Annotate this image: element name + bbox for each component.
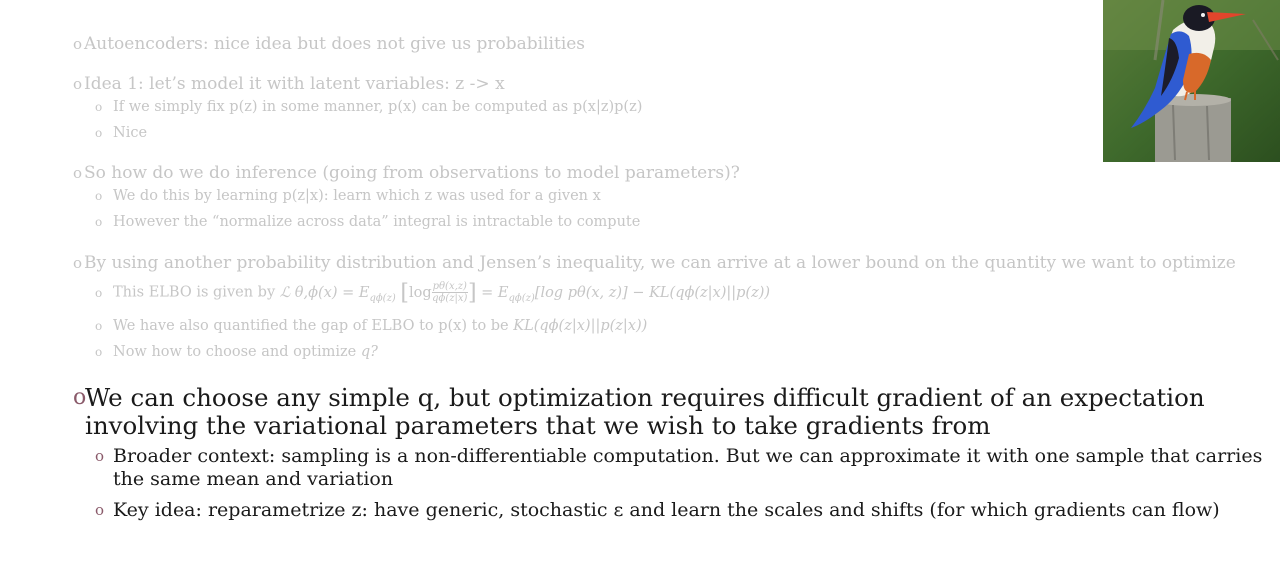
- sub-bullet-nice: [95, 125, 147, 141]
- elbo-denominator: qϕ(z|x): [432, 293, 468, 304]
- sub-bullet-marker: o: [95, 126, 103, 140]
- sub-bullet-marker: o: [95, 189, 103, 203]
- gap-formula: KL(qϕ(z|x)||p(z|x)): [513, 318, 648, 334]
- bullet-marker: o: [73, 35, 83, 53]
- bullet-text: Idea 1: let’s model it with latent variables: z -> x: [84, 74, 505, 94]
- bullet-marker: o: [73, 385, 87, 410]
- sub-bullet-choose-q: [95, 344, 378, 360]
- kingfisher-photo: [1103, 0, 1280, 162]
- sub-bullet-text: If we simply fix p(z) in some manner, p(x) can be computed as p(x|z)p(z): [113, 99, 643, 115]
- sub-bullet-fix-pz: [95, 99, 642, 115]
- bullet-jensen: [73, 253, 1236, 273]
- sub-bullet-marker: o: [95, 285, 103, 300]
- bullet-choose-q-active: [73, 384, 1273, 440]
- sub-bullet-broader-context: [95, 445, 1270, 491]
- bullet-idea-1: [73, 74, 505, 94]
- q-symbol: q?: [360, 344, 378, 360]
- sub-bullet-text: Broader context: sampling is a non-differentiable computation. But we can approximate it with one sample that carries the same mean and variation: [113, 445, 1263, 490]
- elbo-log: log: [408, 284, 432, 301]
- elbo-rhs: [log pθ(x, z)] − KL(qϕ(z|x)||p(z)): [534, 284, 771, 301]
- sub-bullet-text: This ELBO is given by: [113, 284, 276, 301]
- sub-bullet-elbo: [95, 280, 770, 305]
- bullet-marker: o: [73, 75, 83, 93]
- elbo-rhs-subscript: qϕ(z): [508, 292, 535, 304]
- elbo-rhs-e: = E: [481, 284, 509, 301]
- sub-bullet-marker: o: [95, 215, 103, 229]
- bullet-marker: o: [73, 254, 83, 272]
- elbo-lhs: ℒ θ,ϕ(x) = E: [279, 284, 370, 301]
- kingfisher-image: [1103, 0, 1280, 162]
- left-bracket: [: [400, 280, 409, 305]
- sub-bullet-marker: o: [95, 501, 105, 519]
- elbo-equation: [279, 280, 771, 305]
- bullet-text: By using another probability distribution and Jensen’s inequality, we can arrive at a lower bound on the quantity we want to optimize: [84, 253, 1236, 273]
- right-bracket: ]: [467, 280, 477, 305]
- bullet-text: Autoencoders: nice idea but does not give us probabilities: [84, 34, 586, 54]
- sub-bullet-learn-pzx: [95, 188, 601, 204]
- sub-bullet-key-idea: [95, 499, 1270, 522]
- bullet-inference: [73, 163, 740, 183]
- sub-bullet-marker: o: [95, 100, 103, 114]
- sub-bullet-text: Key idea: reparametrize z: have generic, stochastic ε and learn the scales and shifts (for which gradients can flow): [113, 499, 1220, 521]
- bullet-marker: o: [73, 164, 83, 182]
- sub-bullet-text: Now how to choose and optimize: [113, 344, 357, 360]
- sub-bullet-text: However the “normalize across data” integral is intractable to compute: [113, 214, 641, 230]
- sub-bullet-text: We do this by learning p(z|x): learn which z was used for a given x: [113, 188, 601, 204]
- sub-bullet-text: Nice: [113, 125, 148, 141]
- sub-bullet-marker: o: [95, 345, 103, 359]
- sub-bullet-gap: [95, 318, 647, 334]
- bullet-text: We can choose any simple q, but optimization requires difficult gradient of an expectation involving the variational parameters that we wish to take gradients from: [85, 383, 1205, 440]
- bullet-autoencoders: [73, 34, 585, 54]
- bullet-text: So how do we do inference (going from observations to model parameters)?: [84, 163, 740, 183]
- sub-bullet-marker: o: [95, 319, 103, 333]
- sub-bullet-text: We have also quantified the gap of ELBO to p(x) to be: [113, 318, 509, 334]
- elbo-numerator: pθ(x,z): [432, 281, 467, 292]
- sub-bullet-intractable: [95, 214, 640, 230]
- sub-bullet-marker: o: [95, 447, 105, 465]
- elbo-subscript: qϕ(z): [369, 292, 396, 304]
- elbo-fraction: [432, 281, 468, 304]
